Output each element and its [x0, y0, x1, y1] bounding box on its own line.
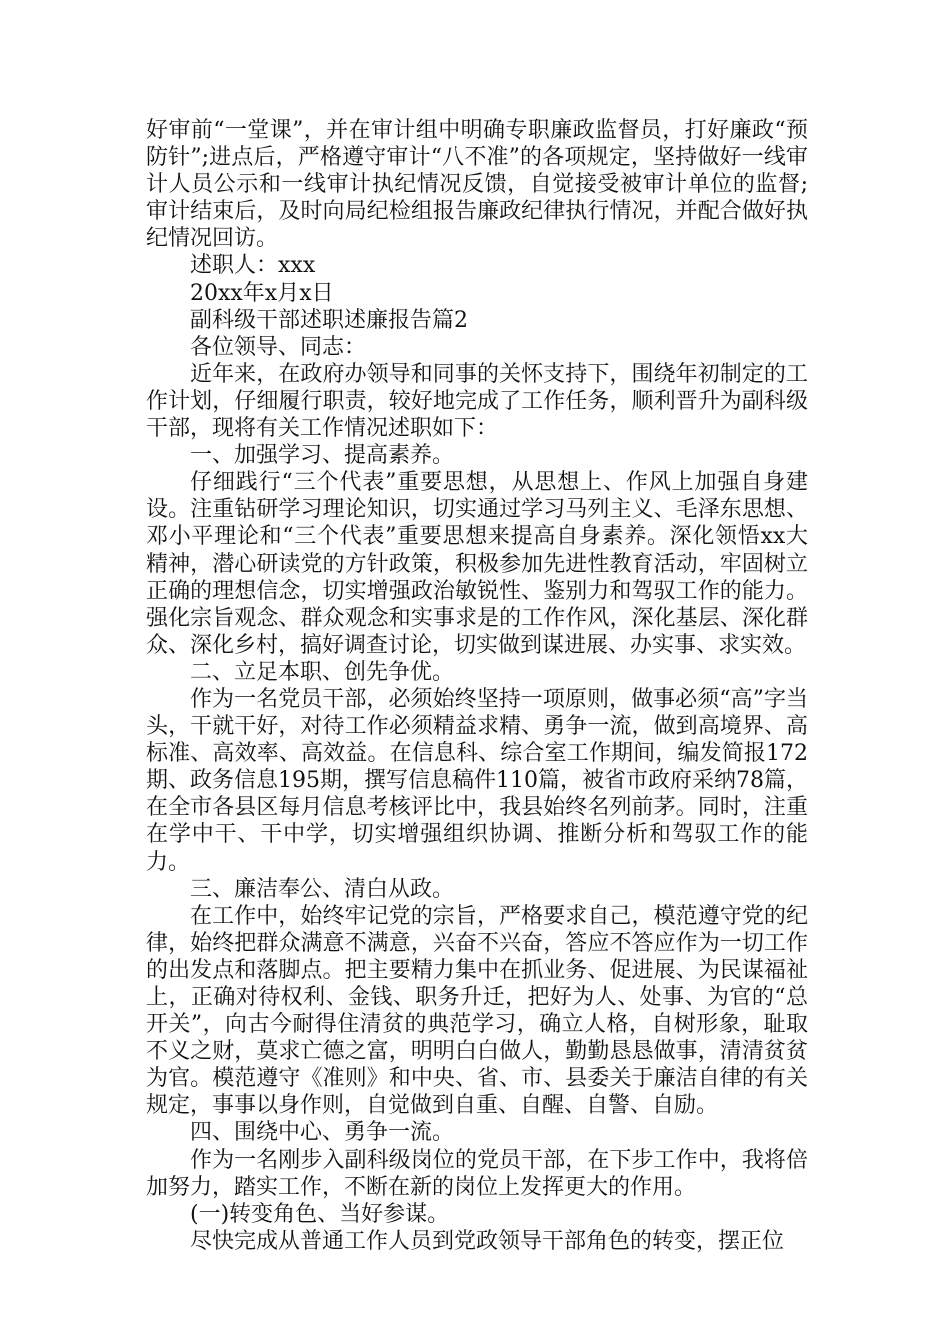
date-line: 20xx年x月x日: [190, 280, 334, 306]
paragraph-work: 作为一名党员干部，必须始终坚持一项原则，做事必须“高”字当头，干就干好，对待工作必须精益求精、勇争一流，做到高境界、高标准、高效率、高效益。在信息科、综合室工作期间，编发简报172期、政务信息195期，撰写信息稿件110篇，被省市政府采纳78篇，在全市各县区每月信息考核评比中，我县始终名列前茅。同时，注重在学中干、干中学，切实增强组织协调、推断分析和驾驭工作的能力。: [146, 686, 808, 875]
paragraph-integrity: 在工作中，始终牢记党的宗旨，严格要求自己，模范遵守党的纪律，始终把群众满意不满意，兴奋不兴奋，答应不答应作为一切工作的出发点和落脚点。把主要精力集中在抓业务、促进展、为民谋福祉上，正确对待权利、金钱、职务升迁，把好为人、处事、为官的“总开关”，向古今耐得住清贫的典范学习，确立人格，自树形象，耻取不义之财，莫求亡德之富，明明白白做人，勤勤恳恳做事，清清贫贫为官。模范遵守《准则》和中央、省、市、县委关于廉洁自律的有关规定，事事以身作则，自觉做到自重、自醒、自警、自励。: [146, 903, 808, 1119]
heading-one: 一、加强学习、提高素养。: [190, 443, 455, 469]
paragraph-intro: 近年来，在政府办领导和同事的关怀支持下，围绕年初制定的工作计划，仔细履行职责，较好地完成了工作任务，顺利晋升为副科级干部，现将有关工作情况述职如下：: [146, 361, 808, 442]
paragraph-plan: 作为一名刚步入副科级岗位的党员干部，在下步工作中，我将倍加努力，踏实工作，不断在新的岗位上发挥更大的作用。: [146, 1147, 808, 1200]
heading-three: 三、廉洁奉公、清白从政。: [190, 876, 455, 902]
signature-line: 述职人：xxx: [190, 253, 316, 279]
heading-two: 二、立足本职、创先争优。: [190, 659, 455, 685]
subheading-one: (一)转变角色、当好参谋。: [190, 1201, 450, 1227]
heading-four: 四、围绕中心、勇争一流。: [190, 1120, 455, 1146]
document-body: [146, 117, 808, 1255]
section-title: 副科级干部述职述廉报告篇2: [190, 307, 468, 333]
paragraph-role: 尽快完成从普通工作人员到党政领导干部角色的转变，摆正位: [190, 1228, 785, 1254]
paragraph-continuation: 好审前“一堂课”，并在审计组中明确专职廉政监督员，打好廉政“预防针”;进点后，严格遵守审计“八不准”的各项规定，坚持做好一线审计人员公示和一线审计执纪情况反馈，自觉接受被审计单位的监督;审计结束后，及时向局纪检组报告廉政纪律执行情况，并配合做好执纪情况回访。: [146, 118, 808, 252]
salutation: 各位领导、同志：: [190, 334, 367, 360]
paragraph-study: 仔细践行“三个代表”重要思想，从思想上、作风上加强自身建设。注重钻研学习理论知识，切实通过学习马列主义、毛泽东思想、邓小平理论和“三个代表”重要思想来提高自身素养。深化领悟xx大精神，潜心研读党的方针政策，积极参加先进性教育活动，牢固树立正确的理想信念，切实增强政治敏锐性、鉴别力和驾驭工作的能力。强化宗旨观念、群众观念和实事求是的工作作风，深化基层、深化群众、深化乡村，搞好调查讨论，切实做到谋进展、办实事、求实效。: [146, 470, 808, 658]
